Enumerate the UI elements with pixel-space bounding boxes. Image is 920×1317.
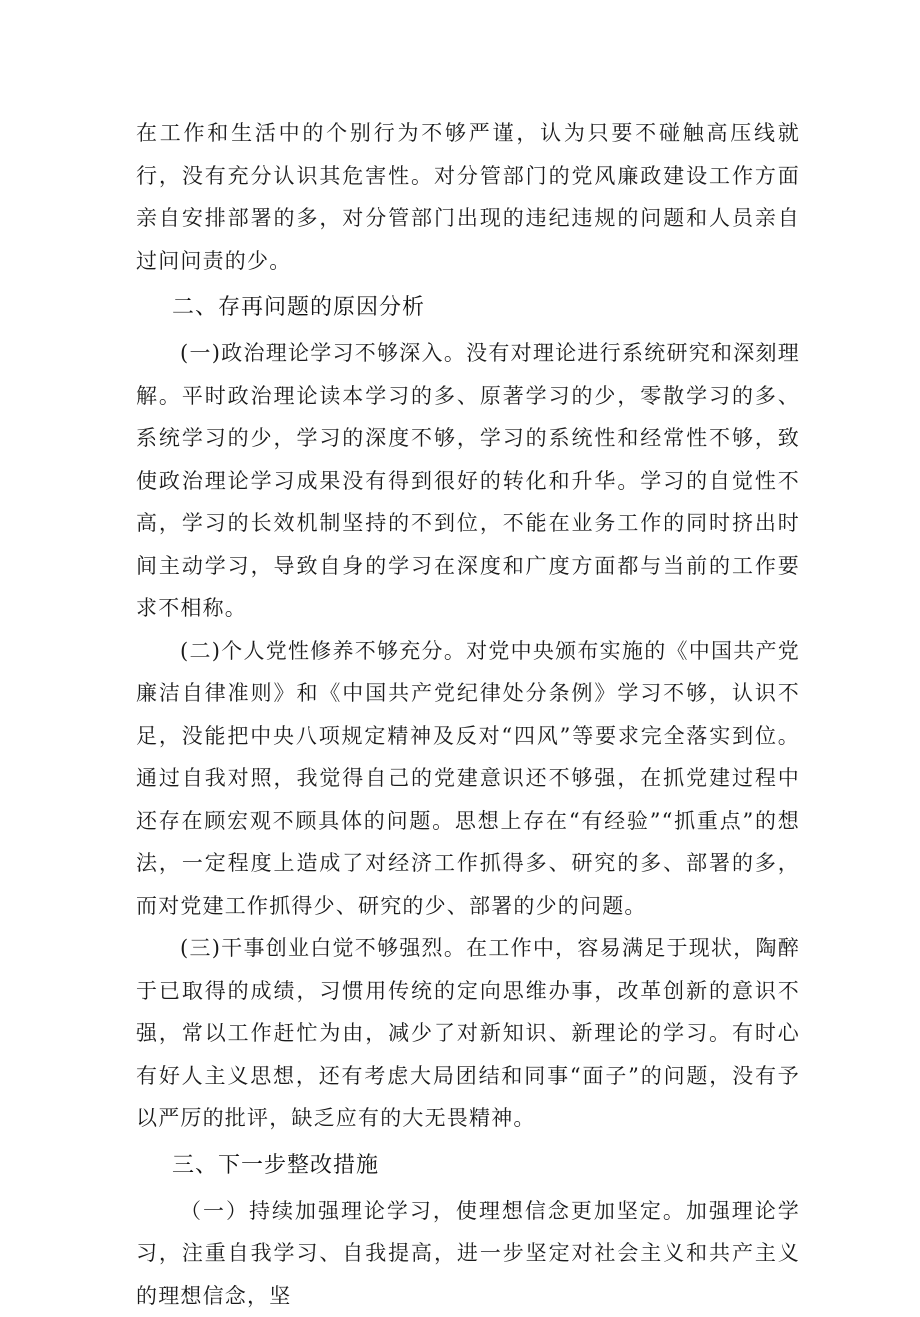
paragraph-entrepreneurship: (三)干事创业白觉不够强烈。在工作中，容易满足于现状，陶醉于已取得的成绩，习惯用传统的定向思维办事，改革创新的意识不强，常以工作赶忙为由，减少了对新知识、新理论的学习。有时心有好人主义思想，还有考虑大局团结和同事“面子”的问题，没有予以严厉的批评，缺乏应有的大无畏精神。 — [136, 927, 800, 1140]
paragraph-theory-study: (一)政治理论学习不够深入。没有对理论进行系统研究和深刻理解。平时政治理论读本学习的多、原著学习的少，零散学习的多、系统学习的少，学习的深度不够，学习的系统性和经常性不够，致使政治理论学习成果没有得到很好的转化和升华。学习的自觉性不高，学习的长效机制坚持的不到位，不能在业务工作的同时挤出时间主动学习，导致自身的学习在深度和广度方面都与当前的工作要求不相称。 — [136, 332, 800, 630]
paragraph-party-spirit: (二)个人党性修养不够充分。对党中央颁布实施的《中国共产党廉洁自律准则》和《中国共产党纪律处分条例》学习不够，认识不足，没能把中央八项规定精神及反对“四风”等要求完全落实到位。通过自我对照，我觉得自己的党建意识还不够强，在抓党建过程中还存在顾宏观不顾具体的问题。思想上存在“有经验”“抓重点”的想法，一定程度上造成了对经济工作抓得多、研究的多、部署的多，而对党建工作抓得少、研究的少、部署的少的问题。 — [136, 630, 800, 928]
section-heading-causes: 二、存再问题的原因分析 — [136, 286, 800, 330]
paragraph-measure-one: （一）持续加强理论学习，使理想信念更加坚定。加强理论学习，注重自我学习、自我提高，进一步坚定对社会主义和共产主义的理想信念，坚 — [136, 1190, 800, 1317]
section-heading-measures: 三、下一步整改措施 — [136, 1144, 800, 1188]
paragraph-continuation: 在工作和生活中的个别行为不够严谨，认为只要不碰触高压线就行，没有充分认识其危害性。对分管部门的党风廉政建设工作方面亲自安排部署的多，对分管部门出现的违纪违规的问题和人员亲自过问问责的少。 — [136, 112, 800, 282]
